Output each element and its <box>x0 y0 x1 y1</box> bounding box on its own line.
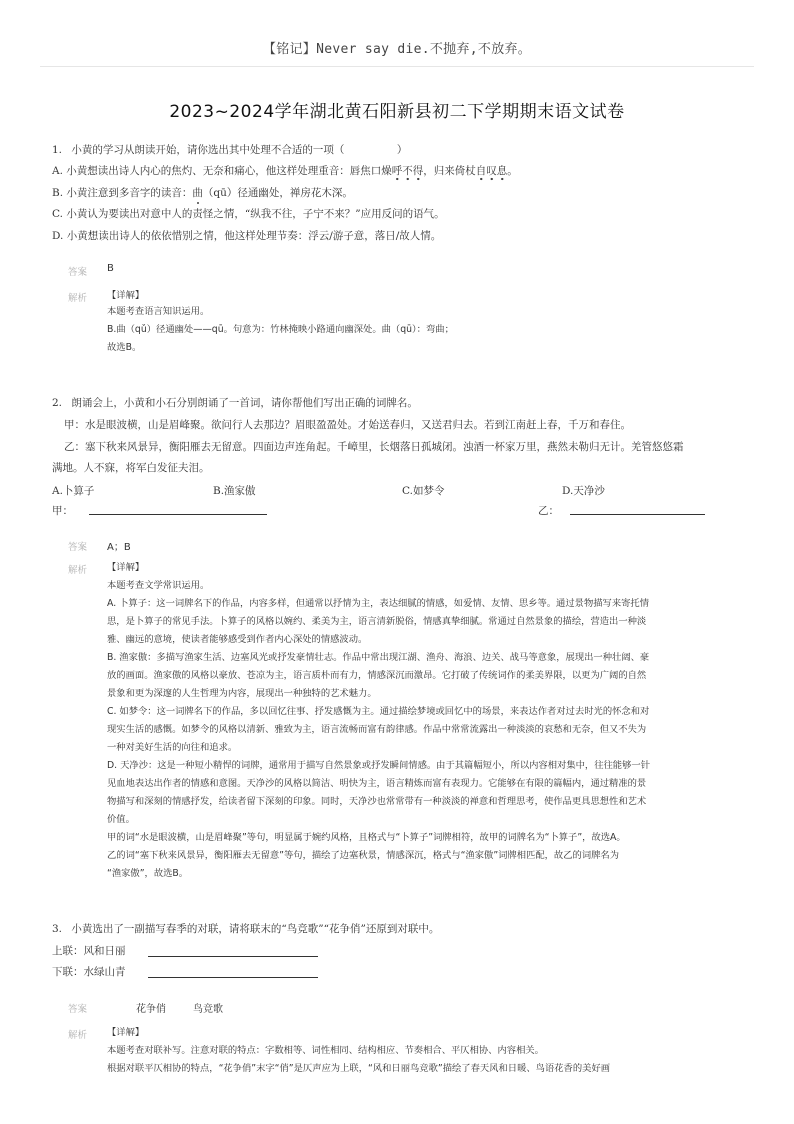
answer-label: 答案 <box>68 542 88 553</box>
question-text: 朗诵会上，小黄和小石分别朗诵了一首词，请你帮他们写出正确的词牌名。 <box>71 397 418 409</box>
option-text: B. 小黄注意到多音字的读音： <box>52 187 193 199</box>
couplet-upper-label: 上联：风和日丽 <box>52 945 126 957</box>
blank-label-yi: 乙： <box>538 505 559 517</box>
answer-label: 答案 <box>68 1004 88 1015</box>
emphasis-dotted-text: 呼不得 <box>392 165 424 181</box>
poem-jia: 甲：水是眼波横，山是眉峰聚。欲问行人去那边？眉眼盈盈处。才始送春归，又送君归去。若到江南赶上春，千万和春住。 <box>64 419 631 431</box>
answer-value: A；B <box>107 542 131 553</box>
analysis-line: “渔家傲”，故选B。 <box>107 868 189 879</box>
analysis-line: 乙的词“塞下秋来风景异，衡阳雁去无留意”等句，描绘了边塞秋景，情感深沉，格式与“渔家傲”词牌相匹配，故乙的词牌名为 <box>107 850 620 861</box>
analysis-line: 价值。 <box>107 814 135 825</box>
answer-label: 答案 <box>68 267 88 278</box>
question-1-stem <box>52 143 407 157</box>
page-title: 2023~2024学年湖北黄石阳新县初二下学期期末语文试卷 <box>169 102 625 122</box>
analysis-line: 景象和更为深邃的人生哲理为内容，展现出一种独特的艺术魅力。 <box>107 688 377 699</box>
option-text: ，归来倚杖 <box>423 165 476 177</box>
analysis-heading: 【详解】 <box>107 1027 145 1038</box>
analysis-line: D. 天净沙：这是一种短小精悍的词牌，通常用于描写自然景象或抒发瞬间情感。由于其篇幅短小，所以内容相对集中，往往能够一针 <box>107 760 650 771</box>
question-text: 小黄选出了一副描写春季的对联，请将联末的“鸟竞歌”“花争俏”还原到对联中。 <box>71 923 440 935</box>
question-2-stem <box>52 396 418 410</box>
analysis-line: 故选B。 <box>107 342 142 353</box>
analysis-line: 现实生活的感慨。如梦令的风格以清新、雅致为主，语言流畅而富有韵律感。作品中常常流露出一种淡淡的哀愁和无奈，但又不失为 <box>107 724 647 735</box>
analysis-line: 雅、幽远的意境，使读者能够感受到作者内心深处的情感波动。 <box>107 634 368 645</box>
analysis-line: 放的画面。渔家傲的风格以豪放、苍凉为主，语言质朴而有力，情感深沉而激昂。它打破了传统词作的柔美界限，以更为广阔的自然 <box>107 670 647 681</box>
question-1-option-a <box>52 164 518 178</box>
question-3-stem <box>52 922 439 936</box>
poem-yi-line-2: 满地。人不寐，将军白发征夫泪。 <box>52 462 210 474</box>
motto-header: 【铭记】Never say die.不抛弃,不放弃。 <box>262 42 532 57</box>
analysis-line: 本题考查文学常识运用。 <box>107 580 210 591</box>
emphasis-dotted-text: 曲 <box>192 187 203 199</box>
analysis-line: 本题考查对联补写。注意对联的特点：字数相等、词性相同、结构相应、节奏相合、平仄相协、内容相关。 <box>107 1045 544 1056</box>
question-number: 2. <box>52 397 63 409</box>
analysis-line: 本题考查语言知识运用。 <box>107 306 210 317</box>
analysis-heading: 【详解】 <box>107 290 145 301</box>
poem-yi-line-1: 乙：塞下秋来风景异，衡阳雁去无留意。四面边声连角起。千嶂里，长烟落日孤城闭。浊酒一杯家万里，燕然未勒归无计。羌管悠悠霜 <box>64 441 684 453</box>
answer-blank-jia[interactable] <box>89 514 267 515</box>
question-text: 小黄的学习从朗读开始，请你选出其中处理不合适的一项（ ） <box>71 144 408 156</box>
choice-a: A.卜算子 <box>52 485 95 497</box>
answer-blank-lower[interactable] <box>148 977 318 978</box>
analysis-line: A. 卜算子：这一词牌名下的作品，内容多样，但通常以抒情为主，表达细腻的情感，如爱情、友情、思乡等。通过景物描写来寄托情 <box>107 598 650 609</box>
choice-c: C.如梦令 <box>402 485 445 497</box>
analysis-line: 甲的词“水是眼波横，山是眉峰聚”等句，明显属于婉约风格，且格式与“卜算子”词牌相符，故甲的词牌名为“卜算子”，故选A。 <box>107 832 626 843</box>
choice-d: D.天净沙 <box>562 485 605 497</box>
analysis-line: B. 渔家傲：多描写渔家生活、边塞风光或抒发豪情壮志。作品中常出现江湖、渔舟、海浪、边关、战马等意象，展现出一种壮阔、豪 <box>107 652 650 663</box>
option-text: 。 <box>507 165 518 177</box>
question-number: 1. <box>52 144 63 156</box>
answer-value-1: 花争俏 <box>136 1004 166 1015</box>
answer-blank-yi[interactable] <box>570 514 705 515</box>
analysis-line: C. 如梦令：这一词牌名下的作品，多以回忆往事、抒发感慨为主。通过描绘梦境或回忆中的场景，来表达作者对过去时光的怀念和对 <box>107 706 650 717</box>
analysis-label: 解析 <box>68 565 88 576</box>
choice-b: B.渔家傲 <box>213 485 256 497</box>
question-1-option-c: C. 小黄认为要读出对意中人的责怪之情，“纵我不往，子宁不来？”应用反问的语气。 <box>52 208 445 220</box>
header-divider <box>40 66 754 67</box>
answer-value: B <box>107 263 114 274</box>
blank-label-jia: 甲： <box>52 505 73 517</box>
analysis-label: 解析 <box>68 1030 88 1041</box>
analysis-line: 思，是卜算子的常见手法。卜算子的风格以婉约、柔美为主，语言清新脱俗，情感真挚细腻。常通过自然景象的描绘，营造出一种淡 <box>107 616 647 627</box>
analysis-line: 根据对联平仄相协的特点，“花争俏”末字“俏”是仄声应为上联，“风和日丽鸟竞歌”描绘了春天风和日暖、鸟语花香的美好画 <box>107 1063 611 1074</box>
answer-value-2: 鸟竞歌 <box>193 1004 223 1015</box>
option-text: （qū）径通幽处，禅房花木深。 <box>202 187 353 199</box>
analysis-line: 物描写和深刻的情感抒发，给读者留下深刻的印象。同时，天净沙也常常带有一种淡淡的禅意和哲理思考，使作品更具思想性和艺术 <box>107 796 647 807</box>
answer-blank-upper[interactable] <box>148 956 318 957</box>
analysis-line: 见血地表达出作者的情感和意图。天净沙的风格以简洁、明快为主，语言精炼而富有表现力。它能够在有限的篇幅内，通过精准的景 <box>107 778 647 789</box>
question-number: 3. <box>52 923 63 935</box>
analysis-line: B.曲（qǔ）径通幽处——qū。句意为：竹林掩映小路通向幽深处。曲（qū）：弯曲； <box>107 324 454 335</box>
analysis-heading: 【详解】 <box>107 562 145 573</box>
analysis-line: 一种对美好生活的向往和追求。 <box>107 742 238 753</box>
analysis-label: 解析 <box>68 293 88 304</box>
couplet-lower-label: 下联：水绿山青 <box>52 966 126 978</box>
option-text: A. 小黄想读出诗人内心的焦灼、无奈和痛心，他这样处理重音：唇焦口燥 <box>52 165 392 177</box>
emphasis-dotted-text: 自叹息 <box>476 165 508 181</box>
question-1-option-b <box>52 186 353 200</box>
question-1-option-d: D. 小黄想读出诗人的依依惜别之情，他这样处理节奏：浮云/游子意，落日/故人情。 <box>52 230 442 242</box>
